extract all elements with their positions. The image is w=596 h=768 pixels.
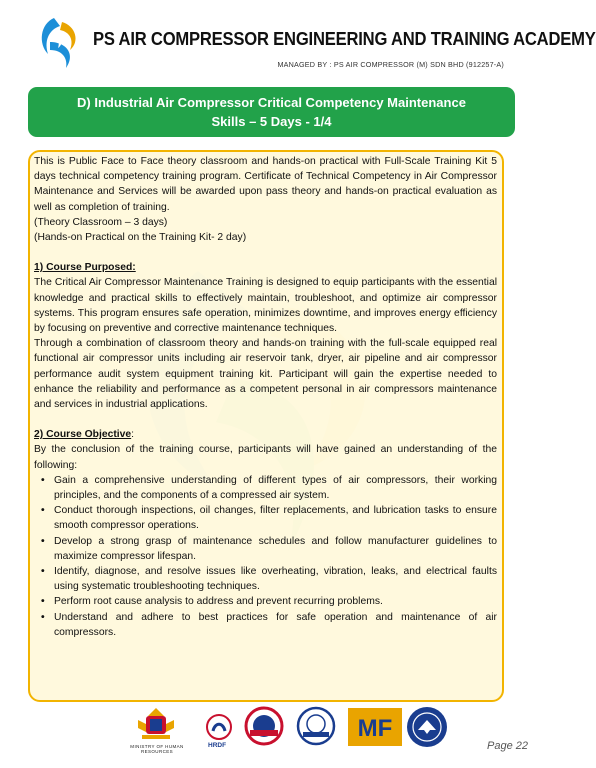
- hrd-corp-claimable-seal-icon: [296, 706, 336, 746]
- section1-paragraph2: Through a combination of classroom theory and hands-on training with the full-scale equipped real functional air compressor units including air reservoir tank, dryer, air pipeline and air compressor performance audit system equipment training kit. Participant will gain the expertise needed to enhance the reliability and performance as a competent personal in air compressors maintenance and services in industrial applications.: [34, 338, 497, 411]
- hrdf-logo-icon: [206, 714, 232, 740]
- intro-paragraph: This is Public Face to Face theory classroom and hands-on practical with Full-Scale Training Kit 5 days technical competency training program. Certificate of Technical Competency in Air Compressor Maintenance and Services will be awarded upon pass theory and hands-on practical evaluation as well as completion of training.: [34, 156, 497, 213]
- practical-line: (Hands-on Practical on the Training Kit- 2 day): [34, 232, 247, 244]
- list-item: • Perform root cause analysis to address and prevent recurring problems.: [34, 594, 497, 609]
- bullet-icon: •: [41, 535, 45, 547]
- course-title-banner: [28, 87, 515, 137]
- list-item: • Conduct thorough inspections, oil changes, filter replacements, and lubrication tasks to ensure smooth compressor operations.: [41, 505, 497, 532]
- bullet-icon: •: [41, 596, 45, 608]
- bullet-icon: •: [41, 474, 45, 486]
- course-title-line1: D) Industrial Air Compressor Critical Competency Maintenance: [77, 95, 466, 110]
- list-item: • Gain a comprehensive understanding of different types of air compressors, their working principles, and the components of a compressed air system.: [41, 474, 497, 502]
- course-content: [34, 154, 497, 640]
- theory-line: (Theory Classroom – 3 days): [34, 216, 168, 228]
- bullet-icon: •: [41, 611, 45, 623]
- ministry-crest-icon: [134, 706, 178, 742]
- mf-logo-icon: [348, 708, 402, 746]
- hrd-corp-certified-seal-icon: [244, 706, 284, 746]
- list-item: • Identify, diagnose, and resolve issues like overheating, vibration, leaks, and electrical faults using systematic troubleshooting techniques.: [41, 566, 497, 593]
- page-number: Page 22: [487, 740, 528, 752]
- section2-heading: [34, 427, 497, 442]
- page-header: [0, 0, 596, 80]
- mf-label: MF: [357, 715, 393, 742]
- accreditation-seal-icon: [406, 706, 448, 748]
- list-item: • Understand and adhere to best practices for safe operation and maintenance of air compressors.: [41, 611, 497, 638]
- course-title-line2: Skills – 5 Days - 1/4: [211, 114, 332, 129]
- section2-intro: By the conclusion of the training course, participants will have gained an understanding of the following:: [34, 444, 497, 471]
- objective-list: [34, 473, 497, 640]
- org-name: PS AIR COMPRESSOR ENGINEERING AND TRAINING ACADEMY: [93, 28, 596, 50]
- section1-heading: 1) Course Purposed:: [34, 262, 136, 274]
- list-item: • Develop a strong grasp of maintenance schedules and follow manufacturer guidelines to maximize compressor lifespan.: [41, 535, 497, 562]
- section2-heading-colon: :: [131, 429, 135, 441]
- page-footer: [0, 700, 542, 768]
- section1-paragraph1: The Critical Air Compressor Maintenance Training is designed to equip participants with the essential knowledge and practical skills to effectively maintain, troubleshoot, and optimize air compressor systems. This program ensures safe operation, minimizes downtime, and improves energy efficiency by focusing on preventive and corrective maintenance techniques.: [34, 277, 497, 335]
- section2-heading-text: 2) Course Objective: [34, 429, 132, 441]
- ministry-label: MINISTRY OF HUMAN RESOURCES: [130, 744, 184, 754]
- ps-logo-icon: [36, 14, 82, 72]
- bullet-icon: •: [41, 505, 45, 517]
- managed-by-text: MANAGED BY : PS AIR COMPRESSOR (M) SDN BHD (912257-A): [277, 60, 504, 69]
- hrdf-label: HRDF: [208, 742, 227, 749]
- bullet-icon: •: [41, 566, 45, 578]
